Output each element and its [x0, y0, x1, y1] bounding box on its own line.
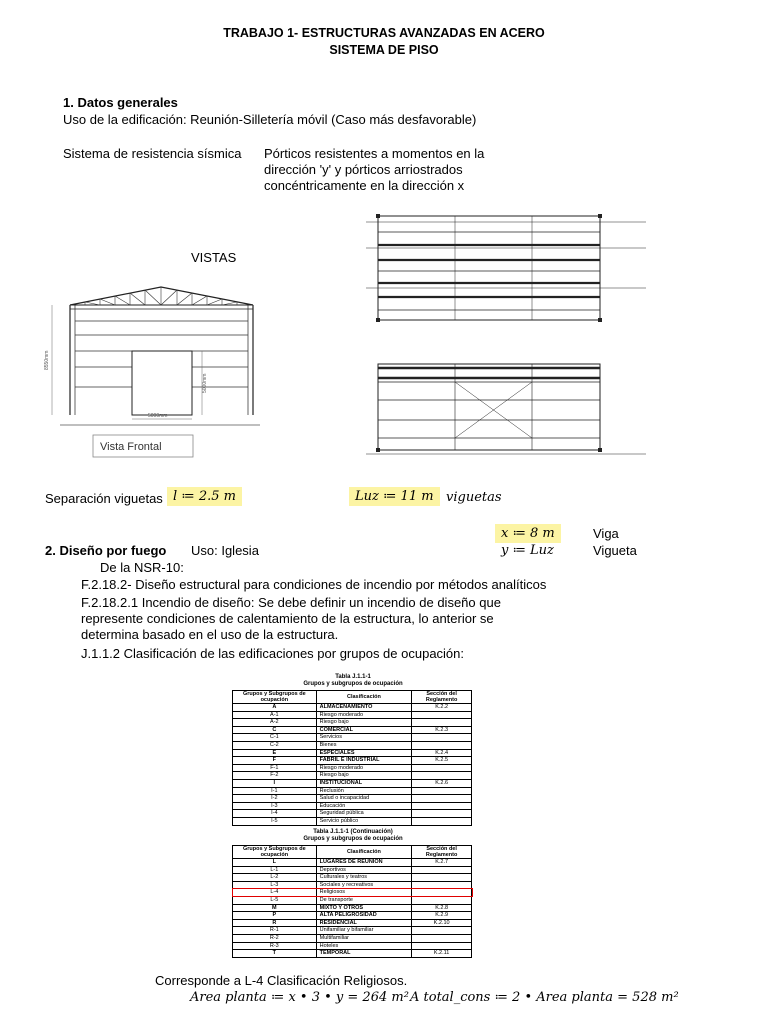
- cell-grupo: A-2: [233, 719, 317, 727]
- cell-grupo: I: [233, 779, 317, 787]
- cell-grupo: L-5: [233, 896, 317, 904]
- table1-header-clasificacion: Clasificación: [316, 691, 412, 704]
- cell-clasificacion: INSTITUCIONAL: [316, 779, 412, 787]
- j-1-1-2-heading: J.1.1.2 Clasificación de las edificaciones por grupos de ocupación:: [81, 646, 465, 661]
- cell-grupo: F-1: [233, 764, 317, 772]
- cell-clasificacion: Sociales y recreativos: [316, 881, 412, 889]
- section2-heading: 2. Diseño por fuego: [45, 543, 167, 558]
- table2-header-seccion: Sección del Reglamento: [412, 846, 472, 859]
- y-label: Vigueta: [593, 543, 637, 558]
- cell-grupo: L-3: [233, 881, 317, 889]
- table-j111-part1: [228, 674, 478, 826]
- f-2-18-2-1-line1: F.2.18.2.1 Incendio de diseño: Se debe definir un incendio de diseño que: [81, 595, 501, 610]
- cell-clasificacion: Servicios: [316, 734, 412, 742]
- cell-clasificacion: COMERCIAL: [316, 726, 412, 734]
- cell-grupo: C-1: [233, 734, 317, 742]
- cell-seccion: [412, 934, 472, 942]
- cell-clasificacion: Deportivos: [316, 866, 412, 874]
- cell-clasificacion: LUGARES DE REUNIÓN: [316, 859, 412, 867]
- frontal-view-drawing: [40, 275, 270, 465]
- table-row: [233, 787, 472, 795]
- table-row: [233, 741, 472, 749]
- cell-grupo: E: [233, 749, 317, 757]
- cell-clasificacion: De transporte: [316, 896, 412, 904]
- table2-header-grupos: Grupos y Subgrupos de ocupación: [233, 846, 317, 859]
- cell-grupo: I-2: [233, 795, 317, 803]
- table-row: [233, 802, 472, 810]
- cell-seccion: [412, 719, 472, 727]
- cell-clasificacion: Riesgo moderado: [316, 764, 412, 772]
- table-row: [233, 874, 472, 882]
- cell-grupo: P: [233, 912, 317, 920]
- cell-grupo: I-4: [233, 810, 317, 818]
- table-row: [233, 950, 472, 958]
- cell-seccion: [412, 741, 472, 749]
- table-row: [233, 817, 472, 825]
- sistema-line-3: concéntricamente en la dirección x: [264, 178, 465, 193]
- table-row-highlighted: [233, 889, 472, 897]
- cell-clasificacion: Riesgo bajo: [316, 719, 412, 727]
- cell-seccion: [412, 874, 472, 882]
- cell-grupo: R-1: [233, 927, 317, 935]
- cell-clasificacion: FABRIL E INDUSTRIAL: [316, 757, 412, 765]
- cell-clasificacion: ALTA PELIGROSIDAD: [316, 912, 412, 920]
- cell-clasificacion: Seguridad pública: [316, 810, 412, 818]
- viguetas-word: viguetas: [446, 490, 502, 505]
- table-row: [233, 896, 472, 904]
- table1-caption: Tabla J.1.1-1: [335, 674, 371, 680]
- vistas-label: VISTAS: [191, 250, 237, 265]
- cell-grupo: L-1: [233, 866, 317, 874]
- dim-width-text: 5000mm: [148, 413, 168, 419]
- sistema-line-2: dirección 'y' y pórticos arriostrados: [264, 162, 463, 177]
- cell-seccion: [412, 927, 472, 935]
- cell-grupo: R-3: [233, 942, 317, 950]
- cell-clasificacion: Educación: [316, 802, 412, 810]
- table1-header-grupos: Grupos y Subgrupos de ocupación: [233, 691, 317, 704]
- separacion-label: Separación viguetas: [45, 491, 163, 506]
- f-2-18-2-1-line2: represente condiciones de calentamiento de la estructura, lo anterior se: [81, 611, 494, 626]
- cell-grupo: L: [233, 859, 317, 867]
- section1-heading: 1. Datos generales: [63, 95, 178, 110]
- table-j111-part2: [228, 829, 478, 958]
- cell-seccion: [412, 802, 472, 810]
- x-expression: x ≔ 8 m: [495, 524, 561, 543]
- table-row: [233, 927, 472, 935]
- cell-clasificacion: Multifamiliar: [316, 934, 412, 942]
- cell-seccion: [412, 866, 472, 874]
- table-row: [233, 734, 472, 742]
- cell-seccion: K.2.3: [412, 726, 472, 734]
- cell-grupo: C-2: [233, 741, 317, 749]
- cell-seccion: [412, 772, 472, 780]
- cell-seccion: K.2.2: [412, 704, 472, 712]
- cell-seccion: [412, 795, 472, 803]
- cell-grupo: A: [233, 704, 317, 712]
- cell-grupo: L-2: [233, 874, 317, 882]
- cell-seccion: K.2.5: [412, 757, 472, 765]
- document-title: TRABAJO 1- ESTRUCTURAS AVANZADAS EN ACERO: [223, 26, 545, 40]
- cell-seccion: K.2.7: [412, 859, 472, 867]
- cell-clasificacion: Reclusión: [316, 787, 412, 795]
- cell-clasificacion: Riesgo moderado: [316, 711, 412, 719]
- table-row: [233, 934, 472, 942]
- table-row: [233, 866, 472, 874]
- table-row: [233, 779, 472, 787]
- table-row: [233, 726, 472, 734]
- cell-grupo: T: [233, 950, 317, 958]
- cell-grupo: R-2: [233, 934, 317, 942]
- dim-height-text: 8550mm: [44, 350, 50, 370]
- lateral-view-drawing: [346, 350, 652, 462]
- nsr-reference: De la NSR-10:: [100, 560, 184, 575]
- table-row: [233, 912, 472, 920]
- uso-edificacion: Uso de la edificación: Reunión-Silletería móvil (Caso más desfavorable): [63, 112, 477, 127]
- table1-subcaption: Grupos y subgrupos de ocupación: [303, 681, 403, 687]
- section2-uso: Uso: Iglesia: [191, 543, 259, 558]
- cell-grupo: I-5: [233, 817, 317, 825]
- f-2-18-2: F.2.18.2- Diseño estructural para condiciones de incendio por métodos analíticos: [81, 577, 547, 592]
- table-row: [233, 942, 472, 950]
- cell-clasificacion: Unifamiliar y bifamiliar: [316, 927, 412, 935]
- cell-grupo: L-4: [233, 889, 317, 897]
- table-row: [233, 919, 472, 927]
- cell-clasificacion: Culturales y teatros: [316, 874, 412, 882]
- cell-seccion: K.2.11: [412, 950, 472, 958]
- cell-seccion: K.2.6: [412, 779, 472, 787]
- table-row: [233, 795, 472, 803]
- table-row: [233, 764, 472, 772]
- cell-clasificacion: RESIDENCIAL: [316, 919, 412, 927]
- sistema-label: Sistema de resistencia sísmica: [63, 146, 242, 161]
- table-row: [233, 904, 472, 912]
- cell-seccion: [412, 942, 472, 950]
- cell-clasificacion: Religiosos: [316, 889, 412, 897]
- cell-seccion: K.2.4: [412, 749, 472, 757]
- dim-door-height-text: 5000mm: [202, 373, 208, 393]
- table-row: [233, 810, 472, 818]
- table-row: [233, 757, 472, 765]
- cell-seccion: [412, 881, 472, 889]
- table-row: [233, 711, 472, 719]
- vista-frontal-caption: Vista Frontal: [100, 441, 162, 453]
- y-expression: y ≔ Luz: [501, 543, 554, 558]
- table2-grid: [232, 845, 472, 958]
- area-planta-expression: Area planta ≔ x • 3 • y = 264 m²: [190, 990, 409, 1005]
- cell-clasificacion: Hoteles: [316, 942, 412, 950]
- cell-seccion: [412, 711, 472, 719]
- table-row: [233, 719, 472, 727]
- plan-view-drawing: [346, 208, 652, 328]
- cell-seccion: [412, 764, 472, 772]
- table-row: [233, 772, 472, 780]
- cell-grupo: I-1: [233, 787, 317, 795]
- cell-clasificacion: Salud o incapacidad: [316, 795, 412, 803]
- cell-seccion: [412, 787, 472, 795]
- area-total-expression: A total_cons ≔ 2 • Area planta = 528 m²: [410, 990, 679, 1005]
- cell-clasificacion: Riesgo bajo: [316, 772, 412, 780]
- cell-seccion: [412, 734, 472, 742]
- cell-grupo: F-2: [233, 772, 317, 780]
- table2-caption: Tabla J.1.1-1 (Continuación): [313, 829, 393, 835]
- document-subtitle: SISTEMA DE PISO: [329, 43, 439, 57]
- cell-grupo: C: [233, 726, 317, 734]
- conclusion-text: Corresponde a L-4 Clasificación Religiosos.: [155, 973, 408, 988]
- cell-seccion: [412, 889, 472, 897]
- cell-grupo: R: [233, 919, 317, 927]
- x-label: Viga: [593, 526, 619, 541]
- table-row: [233, 859, 472, 867]
- table1-grid: [232, 690, 472, 826]
- cell-grupo: M: [233, 904, 317, 912]
- cell-clasificacion: TEMPORAL: [316, 950, 412, 958]
- f-2-18-2-1-line3: determina basado en el uso de la estructura.: [81, 627, 339, 642]
- l-expression: l ≔ 2.5 m: [167, 487, 242, 506]
- table1-header-seccion: Sección del Reglamento: [412, 691, 472, 704]
- table-row: [233, 749, 472, 757]
- cell-seccion: K.2.9: [412, 912, 472, 920]
- cell-clasificacion: ALMACENAMIENTO: [316, 704, 412, 712]
- sistema-line-1: Pórticos resistentes a momentos en la: [264, 146, 485, 161]
- table2-subcaption: Grupos y subgrupos de ocupación: [303, 836, 403, 842]
- cell-grupo: F: [233, 757, 317, 765]
- table2-header-clasificacion: Clasificación: [316, 846, 412, 859]
- table-row: [233, 881, 472, 889]
- cell-seccion: K.2.10: [412, 919, 472, 927]
- cell-clasificacion: ESPECIALES: [316, 749, 412, 757]
- cell-seccion: [412, 817, 472, 825]
- cell-clasificacion: MIXTO Y OTROS: [316, 904, 412, 912]
- table-row: [233, 704, 472, 712]
- cell-seccion: [412, 896, 472, 904]
- cell-clasificacion: Servicio público: [316, 817, 412, 825]
- luz-expression: Luz ≔ 11 m: [349, 487, 440, 506]
- cell-grupo: A-1: [233, 711, 317, 719]
- cell-seccion: [412, 810, 472, 818]
- cell-seccion: K.2.8: [412, 904, 472, 912]
- cell-clasificacion: Bienes: [316, 741, 412, 749]
- cell-grupo: I-3: [233, 802, 317, 810]
